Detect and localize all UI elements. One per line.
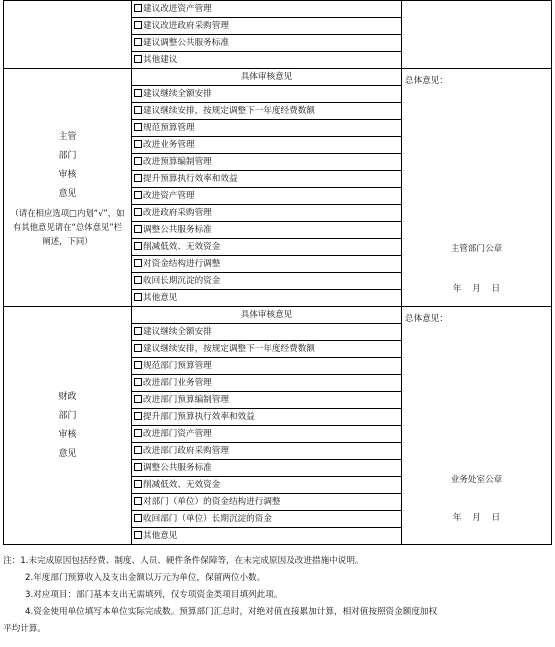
option-label: 改进部门预算编制管理 (143, 395, 229, 405)
checkbox[interactable] (134, 463, 142, 471)
checkbox-option[interactable] (132, 460, 402, 477)
supervisor-label-line: 部门 (58, 150, 77, 161)
checkbox[interactable] (134, 140, 142, 148)
checkbox[interactable] (134, 157, 142, 165)
option-label: 建议改进政府采购管理 (143, 21, 229, 31)
checkbox-option[interactable] (132, 35, 402, 52)
table-row (4, 69, 552, 86)
checkbox[interactable] (134, 344, 142, 352)
checkbox[interactable] (134, 225, 142, 233)
instruction-text: （请在相应选项□内划“√”，如有其他意见请在“总体意见”栏阐述，下同） (10, 207, 125, 246)
supervisor-label-line: 意见 (58, 188, 77, 199)
option-label: 建议调整公共服务标准 (143, 38, 229, 48)
checkbox-option[interactable] (132, 494, 402, 511)
note-line-2: 2.年度部门预算收入及支出金额以万元为单位，保留两位小数。 (25, 573, 266, 583)
option-label: 调整公共服务标准 (143, 225, 212, 235)
checkbox-option[interactable] (132, 137, 402, 154)
supervisor-label-cell (4, 69, 132, 307)
checkbox-option[interactable] (132, 18, 402, 35)
finance-label-line: 财政 (58, 391, 77, 402)
checkbox[interactable] (134, 4, 142, 12)
finance-label-line: 审核 (58, 429, 77, 440)
checkbox[interactable] (134, 293, 142, 301)
supervisor-header: 具体审核意见 (132, 69, 402, 86)
top-label-cell (4, 1, 132, 69)
checkbox[interactable] (134, 327, 142, 335)
option-label: 规范部门预算管理 (143, 361, 212, 371)
table-row (4, 1, 552, 18)
option-label: 改进部门资产管理 (143, 429, 212, 439)
option-label: 削减低效、无效资金 (143, 480, 221, 490)
table-row (4, 307, 552, 324)
checkbox-option[interactable] (132, 443, 402, 460)
checkbox-option[interactable] (132, 290, 402, 307)
checkbox[interactable] (134, 208, 142, 216)
checkbox[interactable] (134, 446, 142, 454)
checkbox[interactable] (134, 123, 142, 131)
option-label: 其他意见 (143, 293, 178, 303)
finance-label-line: 意见 (58, 448, 77, 459)
checkbox[interactable] (134, 378, 142, 386)
supervisor-stamp-label: 主管部门公章 (450, 244, 503, 254)
option-label: 其他建议 (143, 55, 178, 65)
finance-label-line: 部门 (58, 410, 77, 421)
option-label: 提升预算执行效率和效益 (143, 174, 238, 184)
checkbox-option[interactable] (132, 528, 402, 545)
checkbox-option[interactable] (132, 324, 402, 341)
checkbox[interactable] (134, 242, 142, 250)
checkbox-option[interactable] (132, 409, 402, 426)
checkbox[interactable] (134, 395, 142, 403)
checkbox-option[interactable] (132, 171, 402, 188)
checkbox-option[interactable] (132, 52, 402, 69)
option-label: 建议继续安排，按规定调整下一年度经费数额 (143, 106, 315, 116)
checkbox-option[interactable] (132, 154, 402, 171)
checkbox[interactable] (134, 259, 142, 267)
checkbox[interactable] (134, 497, 142, 505)
option-label: 提升部门预算执行效率和效益 (143, 412, 255, 422)
checkbox-option[interactable] (132, 239, 402, 256)
checkbox[interactable] (134, 89, 142, 97)
checkbox[interactable] (134, 191, 142, 199)
finance-overall-cell[interactable] (402, 307, 552, 545)
checkbox-option[interactable] (132, 375, 402, 392)
option-label: 对部门（单位）的资金结构进行调整 (143, 497, 281, 507)
checkbox[interactable] (134, 174, 142, 182)
option-label: 收回部门（单位）长期沉淀的资金 (143, 514, 272, 524)
checkbox[interactable] (134, 429, 142, 437)
top-right-cell (402, 1, 552, 69)
checkbox-option[interactable] (132, 256, 402, 273)
option-label: 建议继续全额安排 (143, 89, 212, 99)
option-label: 对资金结构进行调整 (143, 259, 221, 269)
checkbox-option[interactable] (132, 222, 402, 239)
option-label: 改进政府采购管理 (143, 208, 212, 218)
overall-opinion-label: 总体意见： (405, 314, 448, 324)
overall-opinion-label: 总体意见： (405, 76, 448, 86)
checkbox[interactable] (134, 531, 142, 539)
option-label: 建议继续全额安排 (143, 327, 212, 337)
checkbox-option[interactable] (132, 273, 402, 290)
checkbox-option[interactable] (132, 341, 402, 358)
date-label: 年 月 日 (452, 513, 501, 523)
notes-section (3, 553, 551, 638)
finance-header: 具体审核意见 (132, 307, 402, 324)
checkbox-option[interactable] (132, 103, 402, 120)
option-label: 改进部门政府采购管理 (143, 446, 229, 456)
option-label: 规范预算管理 (143, 123, 195, 133)
option-label: 调整公共服务标准 (143, 463, 212, 473)
checkbox[interactable] (134, 21, 142, 29)
checkbox[interactable] (134, 106, 142, 114)
checkbox-option[interactable] (132, 120, 402, 137)
option-label: 改进预算编制管理 (143, 157, 212, 167)
finance-stamp-label: 业务处室公章 (450, 475, 503, 485)
checkbox[interactable] (134, 55, 142, 63)
checkbox-option[interactable] (132, 86, 402, 103)
checkbox-option[interactable] (132, 392, 402, 409)
option-label: 削减低效、无效资金 (143, 242, 221, 252)
checkbox[interactable] (134, 38, 142, 46)
checkbox-option[interactable] (132, 358, 402, 375)
date-label: 年 月 日 (452, 284, 501, 294)
supervisor-overall-cell[interactable] (402, 69, 552, 307)
checkbox-option[interactable] (132, 426, 402, 443)
option-label: 其他意见 (143, 531, 178, 541)
option-label: 建议改进资产管理 (143, 4, 212, 14)
note-line-1: 注：1.未完成原因包括经费、制度、人员、硬件条件保障等，在未完成原因及改进措施中说明。 (3, 556, 364, 566)
checkbox-option[interactable] (132, 1, 402, 18)
note-line-3: 3.对应项目：部门基本支出无需填列，仅专项资金类项目填列此项。 (25, 590, 283, 600)
checkbox-option[interactable] (132, 188, 402, 205)
option-label: 建议继续安排，按规定调整下一年度经费数额 (143, 344, 315, 354)
supervisor-label-line: 审核 (58, 169, 77, 180)
checkbox-option[interactable] (132, 477, 402, 494)
option-label: 收回长期沉淀的资金 (143, 276, 221, 286)
review-form-table (3, 0, 552, 545)
option-label: 改进部门业务管理 (143, 378, 212, 388)
finance-label-cell (4, 307, 132, 545)
checkbox-option[interactable] (132, 205, 402, 222)
checkbox[interactable] (134, 514, 142, 522)
option-label: 改进资产管理 (143, 191, 195, 201)
note-line-4: 4.资金使用单位填写本单位实际完成数。预算部门汇总时，对绝对值直接累加计算，相对值按照资金额度加权 (25, 607, 438, 617)
checkbox[interactable] (134, 480, 142, 488)
checkbox[interactable] (134, 412, 142, 420)
supervisor-label-line: 主管 (58, 131, 77, 142)
option-label: 改进业务管理 (143, 140, 195, 150)
checkbox[interactable] (134, 276, 142, 284)
checkbox[interactable] (134, 361, 142, 369)
checkbox-option[interactable] (132, 511, 402, 528)
note-line-5: 平均计算。 (3, 624, 46, 634)
